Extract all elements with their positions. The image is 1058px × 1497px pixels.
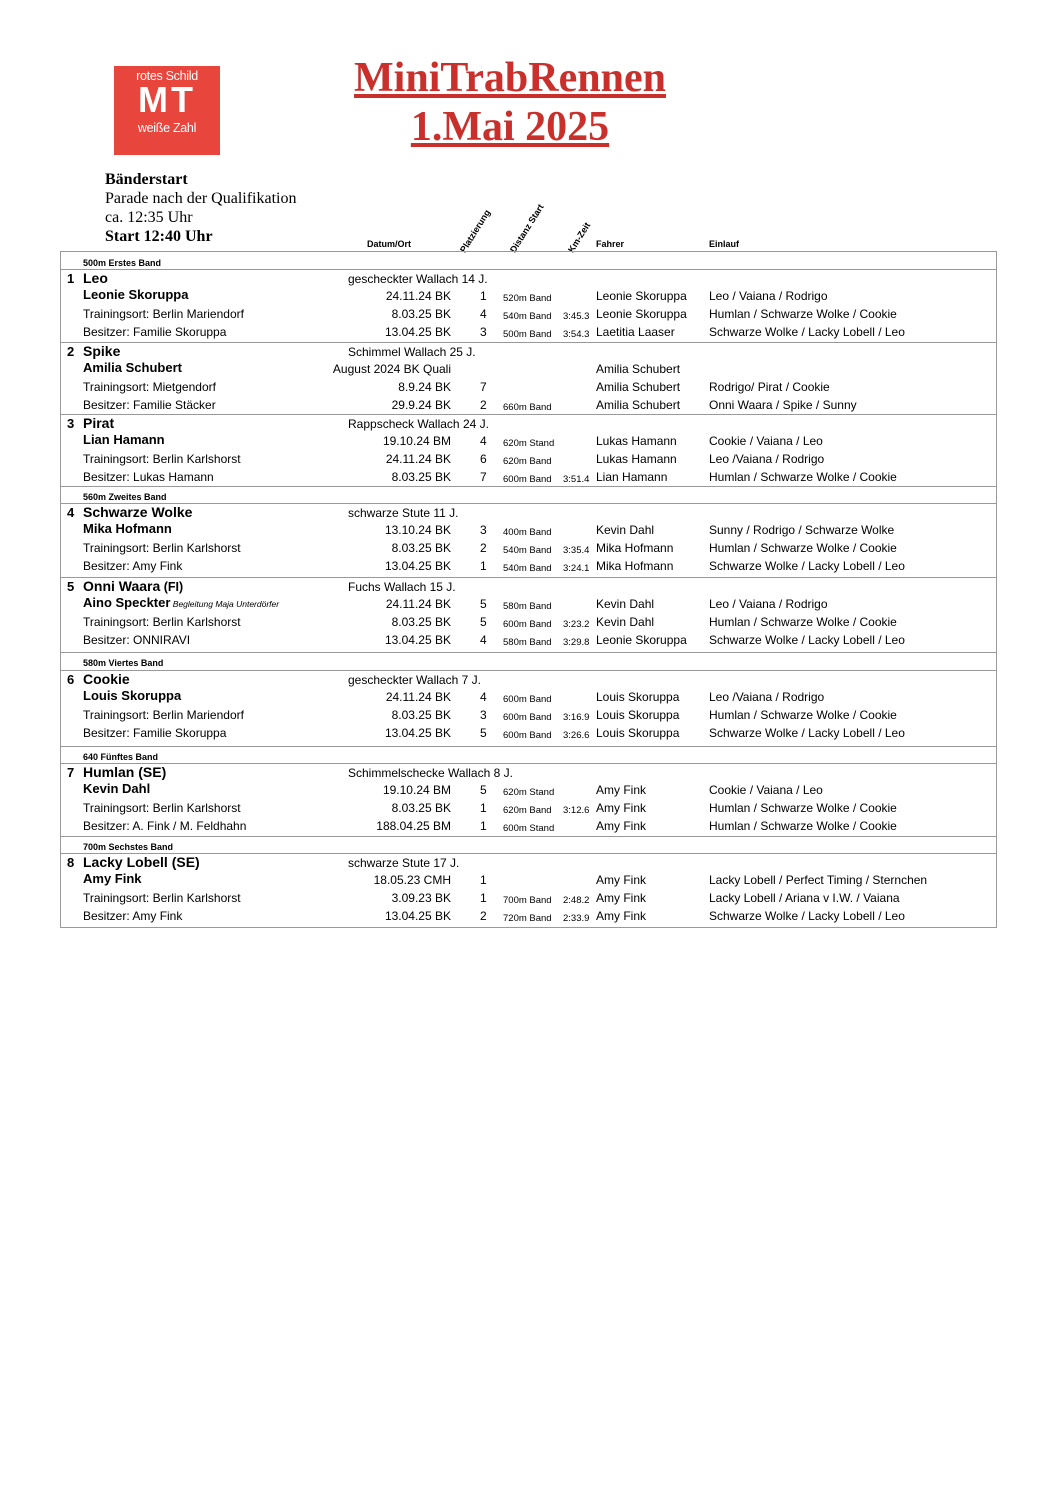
- training-location: Trainingsort: Berlin Karlshorst: [83, 801, 241, 815]
- driver: Amilia Schubert: [596, 380, 681, 394]
- page-subtitle-date: 1.Mai 2025: [410, 104, 610, 150]
- horse-description: Schimmel Wallach 25 J.: [348, 345, 476, 359]
- start-number: 8: [67, 855, 75, 870]
- training-location: Trainingsort: Berlin Karlshorst: [83, 891, 241, 905]
- owner: Besitzer: Familie Stäcker: [83, 398, 216, 412]
- finish-order: Humlan / Schwarze Wolke / Cookie: [709, 801, 897, 815]
- driver: Leonie Skoruppa: [596, 289, 687, 303]
- distance-start: 540m Band: [503, 311, 552, 322]
- placement: 1: [480, 559, 487, 573]
- band-header: 640 Fünftes Band: [83, 752, 159, 762]
- driver: Louis Skoruppa: [596, 690, 680, 704]
- placement: 7: [480, 380, 487, 394]
- row-divider: [61, 577, 996, 578]
- distance-start: 600m Band: [503, 694, 552, 705]
- rider-name: Lian Hamann: [83, 432, 165, 447]
- race-date: 8.03.25 BK: [391, 470, 451, 484]
- row-divider: [61, 853, 996, 854]
- driver: Amy Fink: [596, 801, 647, 815]
- finish-order: Lacky Lobell / Ariana v I.W. / Vaiana: [709, 891, 900, 905]
- race-date: 3.09.23 BK: [391, 891, 451, 905]
- km-time: 3:16.9: [563, 712, 590, 723]
- race-date: 24.11.24 BK: [385, 289, 451, 303]
- training-location: Trainingsort: Mietgendorf: [83, 380, 216, 394]
- km-time: 2:48.2: [563, 895, 590, 906]
- parade-time: ca. 12:35 Uhr: [105, 209, 193, 226]
- row-divider: [61, 652, 996, 653]
- horse-origin: (FI): [160, 580, 184, 594]
- distance-start: 520m Band: [503, 293, 552, 304]
- distance-start: 540m Band: [503, 545, 552, 556]
- distance-start: 580m Band: [503, 637, 552, 648]
- horse-name: Spike: [83, 343, 121, 359]
- horse-description: gescheckter Wallach 7 J.: [348, 673, 481, 687]
- horse-description: Rappscheck Wallach 24 J.: [348, 417, 489, 431]
- finish-order: Rodrigo/ Pirat / Cookie: [709, 380, 830, 394]
- finish-order: Humlan / Schwarze Wolke / Cookie: [709, 708, 897, 722]
- driver: Amy Fink: [596, 819, 647, 833]
- finish-order: Lacky Lobell / Perfect Timing / Sternchen: [709, 873, 928, 887]
- driver: Lukas Hamann: [596, 452, 677, 466]
- distance-start: 620m Band: [503, 805, 552, 816]
- start-time: Start 12:40 Uhr: [105, 228, 213, 245]
- placement: 2: [480, 398, 487, 412]
- owner: Besitzer: Amy Fink: [83, 559, 183, 573]
- row-divider: [61, 670, 996, 671]
- km-time: 3:35.4: [563, 545, 590, 556]
- driver: Leonie Skoruppa: [596, 633, 687, 647]
- placement: 1: [480, 891, 487, 905]
- driver: Leonie Skoruppa: [596, 307, 687, 321]
- placement: 6: [480, 452, 487, 466]
- distance-start: 500m Band: [503, 329, 552, 340]
- row-divider: [61, 486, 996, 487]
- distance-start: 600m Band: [503, 619, 552, 630]
- distance-start: 400m Band: [503, 527, 552, 538]
- race-date: 13.04.25 BK: [384, 325, 451, 339]
- training-location: Trainingsort: Berlin Karlshorst: [83, 452, 241, 466]
- placement: 2: [480, 909, 487, 923]
- horse-description: schwarze Stute 11 J.: [348, 506, 459, 520]
- placement: 4: [480, 690, 487, 704]
- placement: 3: [480, 523, 487, 537]
- row-divider: [61, 342, 996, 343]
- finish-order: Schwarze Wolke / Lacky Lobell / Leo: [709, 633, 905, 647]
- placement: 5: [480, 783, 487, 797]
- rider-name: Amilia Schubert: [83, 360, 182, 375]
- finish-order: Leo /Vaiana / Rodrigo: [709, 690, 825, 704]
- page-title: MiniTrabRennen: [354, 55, 666, 101]
- horse-name: Leo: [83, 270, 108, 286]
- race-date: 13.10.24 BK: [384, 523, 451, 537]
- km-time: 3:29.8: [563, 637, 590, 648]
- distance-start: 600m Stand: [503, 823, 555, 834]
- race-date: 8.03.25 BK: [391, 615, 451, 629]
- training-location: Trainingsort: Berlin Mariendorf: [83, 307, 244, 321]
- finish-order: Schwarze Wolke / Lacky Lobell / Leo: [709, 325, 905, 339]
- km-time: 3:26.6: [563, 730, 590, 741]
- band-header: 700m Sechstes Band: [83, 842, 174, 852]
- owner: Besitzer: Familie Skoruppa: [83, 325, 227, 339]
- distance-start: 540m Band: [503, 563, 552, 574]
- km-time: 3:51.4: [563, 474, 590, 485]
- race-date: 19.10.24 BM: [382, 434, 451, 448]
- logo-top-text: rotes Schild: [136, 69, 198, 83]
- placement: 4: [480, 307, 487, 321]
- owner: Besitzer: ONNIRAVI: [83, 633, 191, 647]
- distance-start: 600m Band: [503, 712, 552, 723]
- logo-mt-text: MT: [138, 79, 196, 120]
- driver: Kevin Dahl: [596, 597, 655, 611]
- placement: 1: [480, 819, 487, 833]
- driver: Amilia Schubert: [596, 362, 681, 376]
- driver: Louis Skoruppa: [596, 726, 680, 740]
- start-number: 2: [67, 344, 75, 359]
- race-date: 8.03.25 BK: [391, 801, 451, 815]
- row-divider: [61, 503, 996, 504]
- placement: 4: [480, 434, 487, 448]
- row-divider: [61, 414, 996, 415]
- race-date: 24.11.24 BK: [385, 597, 451, 611]
- finish-order: Humlan / Schwarze Wolke / Cookie: [709, 615, 897, 629]
- header-fahrer: Fahrer: [596, 239, 625, 249]
- rider-name: Kevin Dahl: [83, 781, 151, 796]
- driver: Amy Fink: [596, 873, 647, 887]
- header-einlauf: Einlauf: [709, 239, 740, 249]
- band-header: 500m Erstes Band: [83, 258, 162, 268]
- horse-name: Lacky Lobell (SE): [83, 854, 200, 870]
- band-header: 560m Zweites Band: [83, 492, 167, 502]
- horse-description: Fuchs Wallach 15 J.: [348, 580, 456, 594]
- finish-order: Cookie / Vaiana / Leo: [709, 783, 823, 797]
- row-divider: [61, 746, 996, 747]
- parade-note: Parade nach der Qualifikation: [105, 190, 297, 207]
- km-time: 3:23.2: [563, 619, 590, 630]
- row-divider: [61, 269, 996, 270]
- row-divider: [61, 836, 996, 837]
- race-date: 8.9.24 BK: [398, 380, 451, 394]
- race-date: 19.10.24 BM: [382, 783, 451, 797]
- horse-name: Cookie: [83, 671, 130, 687]
- race-date: 188.04.25 BM: [376, 819, 451, 833]
- race-date: 24.11.24 BK: [385, 690, 451, 704]
- driver: Amilia Schubert: [596, 398, 681, 412]
- race-date: 13.04.25 BK: [384, 633, 451, 647]
- finish-order: Leo / Vaiana / Rodrigo: [709, 597, 828, 611]
- start-list-table: [60, 251, 997, 928]
- km-time: 3:45.3: [563, 311, 590, 322]
- distance-start: 600m Band: [503, 730, 552, 741]
- race-date: 18.05.23 CMH: [373, 873, 451, 887]
- km-time: 3:12.6: [563, 805, 590, 816]
- placement: 5: [480, 726, 487, 740]
- driver: Lukas Hamann: [596, 434, 677, 448]
- race-date: 8.03.25 BK: [391, 307, 451, 321]
- start-number: 1: [67, 271, 75, 286]
- start-number: 6: [67, 672, 75, 687]
- driver: Kevin Dahl: [596, 615, 655, 629]
- horse-description: schwarze Stute 17 J.: [348, 856, 460, 870]
- placement: 7: [480, 470, 487, 484]
- placement: 4: [480, 633, 487, 647]
- distance-start: 700m Band: [503, 895, 552, 906]
- horse-name: Onni Waara (FI): [83, 578, 184, 594]
- horse-description: gescheckter Wallach 14 J.: [348, 272, 488, 286]
- rider-name: Amy Fink: [83, 871, 142, 886]
- finish-order: Schwarze Wolke / Lacky Lobell / Leo: [709, 559, 905, 573]
- header-platzierung: Platzierung: [458, 207, 493, 255]
- rider-name: Mika Hofmann: [83, 521, 172, 536]
- horse-description: Schimmelschecke Wallach 8 J.: [348, 766, 513, 780]
- driver: Louis Skoruppa: [596, 708, 680, 722]
- km-time: 3:24.1: [563, 563, 590, 574]
- distance-start: 620m Stand: [503, 438, 555, 449]
- race-date: 24.11.24 BK: [385, 452, 451, 466]
- placement: 2: [480, 541, 487, 555]
- owner: Besitzer: Familie Skoruppa: [83, 726, 227, 740]
- driver: Mika Hofmann: [596, 541, 674, 555]
- horse-name: Humlan (SE): [83, 764, 167, 780]
- placement: 5: [480, 597, 487, 611]
- finish-order: Humlan / Schwarze Wolke / Cookie: [709, 819, 897, 833]
- band-header: 580m Viertes Band: [83, 658, 164, 668]
- distance-start: 660m Band: [503, 402, 552, 413]
- distance-start: 620m Stand: [503, 787, 555, 798]
- finish-order: Onni Waara / Spike / Sunny: [709, 398, 857, 412]
- distance-start: 620m Band: [503, 456, 552, 467]
- finish-order: Schwarze Wolke / Lacky Lobell / Leo: [709, 726, 905, 740]
- rider-name: Louis Skoruppa: [83, 688, 182, 703]
- header-datum: Datum/Ort: [367, 239, 412, 249]
- km-time: 3:54.3: [563, 329, 590, 340]
- training-location: Trainingsort: Berlin Karlshorst: [83, 541, 241, 555]
- finish-order: Leo /Vaiana / Rodrigo: [709, 452, 825, 466]
- placement: 3: [480, 708, 487, 722]
- start-type: Bänderstart: [105, 171, 188, 188]
- race-date: 8.03.25 BK: [391, 708, 451, 722]
- placement: 3: [480, 325, 487, 339]
- finish-order: Humlan / Schwarze Wolke / Cookie: [709, 470, 897, 484]
- start-number: 5: [67, 579, 75, 594]
- distance-start: 600m Band: [503, 474, 552, 485]
- rider-name: Leonie Skoruppa: [83, 287, 189, 302]
- km-time: 2:33.9: [563, 913, 590, 924]
- driver: Amy Fink: [596, 783, 647, 797]
- distance-start: 720m Band: [503, 913, 552, 924]
- start-number: 7: [67, 765, 75, 780]
- race-date: 8.03.25 BK: [391, 541, 451, 555]
- driver: Lian Hamann: [596, 470, 668, 484]
- race-date: August 2024 BK Quali: [332, 362, 451, 376]
- logo-bottom-text: weiße Zahl: [137, 121, 197, 135]
- driver: Amy Fink: [596, 891, 647, 905]
- rider-note: Begleitung Maja Unterdörfer: [170, 599, 280, 609]
- race-date: 13.04.25 BK: [384, 909, 451, 923]
- training-location: Trainingsort: Berlin Karlshorst: [83, 615, 241, 629]
- race-date: 29.9.24 BK: [391, 398, 451, 412]
- owner: Besitzer: Amy Fink: [83, 909, 183, 923]
- owner: Besitzer: Lukas Hamann: [83, 470, 214, 484]
- finish-order: Sunny / Rodrigo / Schwarze Wolke: [709, 523, 895, 537]
- placement: 5: [480, 615, 487, 629]
- start-number: 3: [67, 416, 75, 431]
- finish-order: Leo / Vaiana / Rodrigo: [709, 289, 828, 303]
- driver: Mika Hofmann: [596, 559, 674, 573]
- race-date: 13.04.25 BK: [384, 559, 451, 573]
- mt-logo: [114, 66, 220, 155]
- finish-order: Humlan / Schwarze Wolke / Cookie: [709, 541, 897, 555]
- driver: Kevin Dahl: [596, 523, 655, 537]
- rider-name: Aino Speckter Begleitung Maja Unterdörfer: [83, 595, 280, 610]
- placement: 1: [480, 801, 487, 815]
- placement: 1: [480, 873, 487, 887]
- race-date: 13.04.25 BK: [384, 726, 451, 740]
- row-divider: [61, 763, 996, 764]
- driver: Laetitia Laaser: [596, 325, 675, 339]
- placement: 1: [480, 289, 487, 303]
- start-number: 4: [67, 505, 75, 520]
- finish-order: Cookie / Vaiana / Leo: [709, 434, 823, 448]
- distance-start: 580m Band: [503, 601, 552, 612]
- training-location: Trainingsort: Berlin Mariendorf: [83, 708, 244, 722]
- horse-name: Pirat: [83, 415, 115, 431]
- header-distanz: Distanz Start: [508, 202, 546, 255]
- header-kmzeit: Km-Zeit: [566, 220, 593, 255]
- horse-name: Schwarze Wolke: [83, 504, 193, 520]
- owner: Besitzer: A. Fink / M. Feldhahn: [83, 819, 247, 833]
- driver: Amy Fink: [596, 909, 647, 923]
- finish-order: Humlan / Schwarze Wolke / Cookie: [709, 307, 897, 321]
- finish-order: Schwarze Wolke / Lacky Lobell / Leo: [709, 909, 905, 923]
